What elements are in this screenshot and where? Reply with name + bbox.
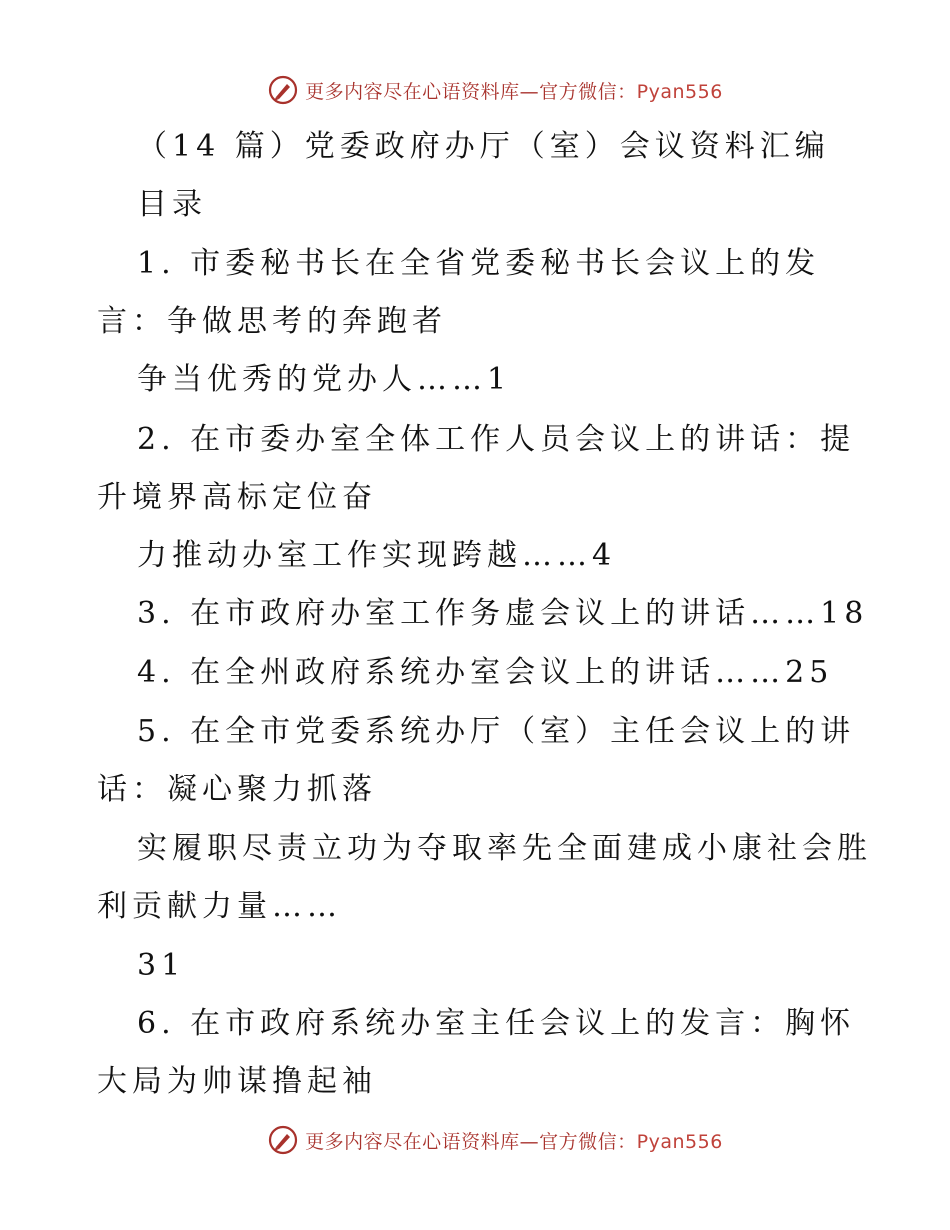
wechat-id: Pyan556 (636, 80, 723, 103)
toc-page-number: 31 (137, 948, 186, 983)
toc-line: 2. 在市委办室全体工作人员会议上的讲话：提 (137, 422, 856, 457)
toc-line: 升境界高标定位奋 (97, 480, 377, 515)
toc-line: 争当优秀的党办人……1 (137, 362, 512, 397)
toc-line: 6. 在市政府系统办室主任会议上的发言：胸怀 (137, 1006, 856, 1041)
toc-line: 实履职尽责立功为夺取率先全面建成小康社会胜 (137, 831, 872, 866)
toc-line: 力推动办室工作实现跨越……4 (137, 538, 617, 573)
toc-line: 言：争做思考的奔跑者 (97, 304, 447, 339)
document-title: （14 篇）党委政府办厅（室）会议资料汇编 (137, 129, 830, 164)
toc-line: 4. 在全州政府系统办室会议上的讲话……25 (137, 655, 834, 690)
toc-line: 大局为帅谋撸起袖 (97, 1064, 377, 1099)
banner-text: 更多内容尽在心语资料库—官方微信：Pyan556 (305, 80, 723, 103)
pen-logo-icon (267, 1124, 299, 1156)
toc-heading: 目录 (137, 187, 207, 222)
toc-line: 3. 在市政府办室工作务虚会议上的讲话……18 (137, 596, 869, 631)
footer-banner (0, 1120, 950, 1160)
toc-line: 话：凝心聚力抓落 (97, 772, 377, 807)
toc-line: 1. 市委秘书长在全省党委秘书长会议上的发 (137, 246, 821, 281)
toc-line: 利贡献力量…… (97, 889, 342, 924)
toc-line: 5. 在全市党委系统办厅（室）主任会议上的讲 (137, 714, 856, 749)
banner-text: 更多内容尽在心语资料库—官方微信：Pyan556 (305, 1130, 723, 1153)
wechat-id: Pyan556 (636, 1130, 723, 1153)
